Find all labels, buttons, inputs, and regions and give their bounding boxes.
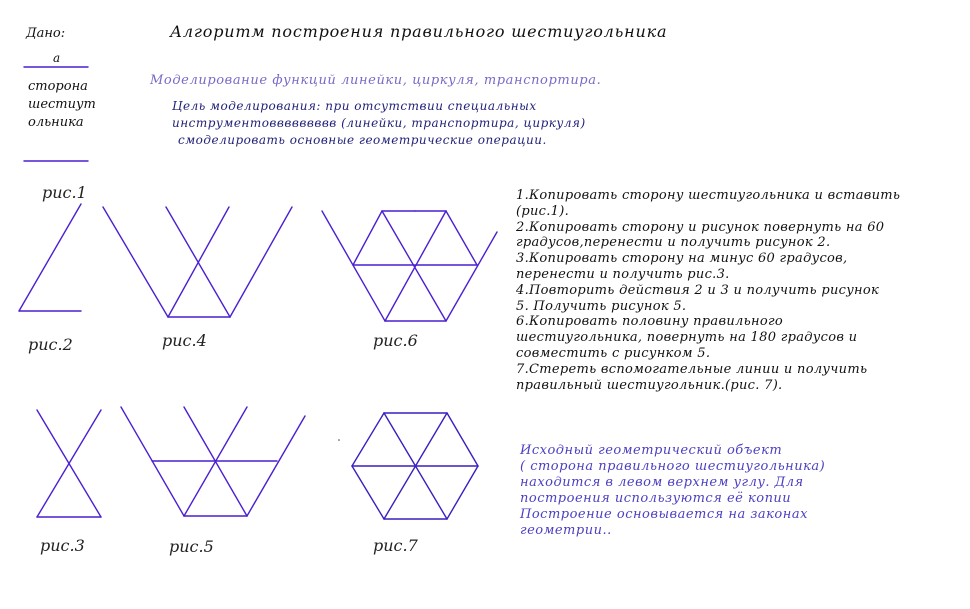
subtitle: Моделирование функций линейки, циркуля, транспортира. [150, 73, 602, 88]
goal-line-2: инструментоввввввввв (линейки, транспортира, циркуля) [172, 116, 586, 130]
fig3-shape [37, 410, 101, 517]
fig7-hexagon [352, 413, 478, 519]
goal-line-1: Цель моделирования: при отсутствии специальных [172, 99, 537, 113]
fig6-shape [322, 211, 497, 321]
given-description: сторона шестиут ольника [28, 79, 96, 130]
page-title: Алгоритм построения правильного шестиугольника [170, 22, 668, 41]
given-variable: a [53, 51, 61, 65]
caption-fig3: рис.3 [40, 536, 85, 555]
fig4-shape [103, 207, 292, 317]
caption-fig5: рис.5 [169, 537, 214, 556]
given-label: Дано: [26, 26, 66, 41]
fig5-shape [121, 407, 305, 516]
stray-dot [338, 439, 340, 441]
caption-fig1: рис.1 [42, 183, 87, 202]
caption-fig6: рис.6 [373, 331, 418, 350]
source-note: Исходный геометрический объект ( сторона правильного шестиугольника) находится в левом верхнем углу. Для построения используются её копии Построение основывается на законах геометрии.. [520, 443, 826, 538]
goal-line-3: смоделировать основные геометрические операции. [178, 133, 547, 147]
caption-fig4: рис.4 [162, 331, 207, 350]
fig1-side [19, 204, 81, 311]
algorithm-steps: 1.Копировать сторону шестиугольника и вставить (рис.1). 2.Копировать сторону и рисунок повернуть на 60 градусов,перенести и получить рисунок 2. 3.Копировать сторону на минус 60 градусов, перенести и получить рис.3. 4.Повторить действия 2 и 3 и получить рисунок 5. Получить рисунок 5. 6.Копировать половину правильного шестиугольника, повернуть на 180 градусов и совместить с рисунком 5. 7.Стереть вспомогательные линии и получить правильный шестиугольник.(рис. 7). [516, 188, 901, 393]
caption-fig2: рис.2 [28, 335, 73, 354]
caption-fig7: рис.7 [373, 536, 418, 555]
